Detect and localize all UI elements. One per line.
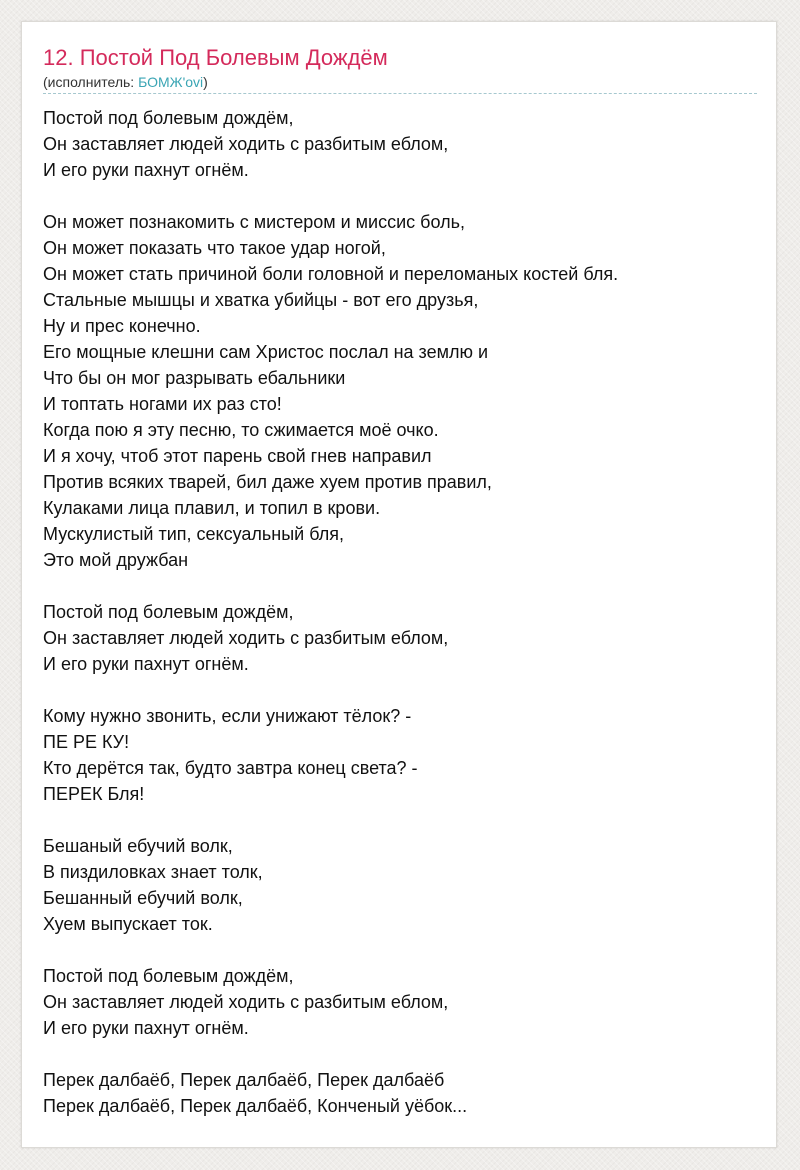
lyric-line: И его руки пахнут огнём. bbox=[43, 654, 249, 674]
lyrics-stanza bbox=[43, 963, 757, 1041]
lyric-line: Бешанный ебучий волк, bbox=[43, 888, 243, 908]
lyric-line: ПЕ РЕ КУ! bbox=[43, 732, 130, 752]
lyric-line: ПЕРЕК Бля! bbox=[43, 784, 145, 804]
lyric-line: Бешаный ебучий волк, bbox=[43, 836, 233, 856]
lyric-line: Это мой дружбан bbox=[43, 550, 189, 570]
lyric-line: И топтать ногами их раз сто! bbox=[43, 394, 282, 414]
performer-suffix: ) bbox=[203, 74, 208, 90]
lyric-line: В пиздиловках знает толк, bbox=[43, 862, 263, 882]
lyric-line: Когда пою я эту песню, то сжимается моё очко. bbox=[43, 420, 439, 440]
lyric-line: И его руки пахнут огнём. bbox=[43, 160, 249, 180]
lyric-line: Постой под болевым дождём, bbox=[43, 602, 294, 622]
lyric-line: Стальные мышцы и хватка убийцы - вот его друзья, bbox=[43, 290, 479, 310]
lyric-line: Постой под болевым дождём, bbox=[43, 966, 294, 986]
lyric-line: И его руки пахнут огнём. bbox=[43, 1018, 249, 1038]
lyrics-stanza bbox=[43, 703, 757, 807]
lyric-line: Против всяких тварей, бил даже хуем против правил, bbox=[43, 472, 492, 492]
lyrics-text bbox=[43, 105, 757, 1119]
lyric-line: Он заставляет людей ходить с разбитым еблом, bbox=[43, 992, 449, 1012]
lyric-line: Постой под болевым дождём, bbox=[43, 108, 294, 128]
lyric-line: Ну и прес конечно. bbox=[43, 316, 201, 336]
performer-prefix: (исполнитель: bbox=[43, 74, 139, 90]
lyric-line: Он может стать причиной боли головной и переломаных костей бля. bbox=[43, 264, 619, 284]
lyric-line: Кулаками лица плавил, и топил в крови. bbox=[43, 498, 381, 518]
lyric-line: Перек далбаёб, Перек далбаёб, Конченый уёбок... bbox=[43, 1096, 468, 1116]
lyric-line: Он может познакомить с мистером и миссис боль, bbox=[43, 212, 465, 232]
lyric-line: Мускулистый тип, сексуальный бля, bbox=[43, 524, 344, 544]
lyrics-stanza bbox=[43, 105, 757, 183]
lyrics-stanza bbox=[43, 1067, 757, 1119]
lyric-line: Перек далбаёб, Перек далбаёб, Перек далбаёб bbox=[43, 1070, 445, 1090]
lyric-line: Кому нужно звонить, если унижают тёлок? - bbox=[43, 706, 412, 726]
lyrics-stanza bbox=[43, 833, 757, 937]
lyrics-stanza bbox=[43, 599, 757, 677]
lyric-line: И я хочу, чтоб этот парень свой гнев направил bbox=[43, 446, 432, 466]
lyrics-stanza bbox=[43, 209, 757, 573]
lyric-line: Хуем выпускает ток. bbox=[43, 914, 213, 934]
lyric-line: Кто дерётся так, будто завтра конец света? - bbox=[43, 758, 418, 778]
lyrics-card bbox=[21, 21, 777, 1148]
lyric-line: Его мощные клешни сам Христос послал на землю и bbox=[43, 342, 489, 362]
performer-line bbox=[43, 73, 208, 91]
title-divider bbox=[43, 93, 757, 94]
performer-link[interactable]: БОМЖ'ovi bbox=[138, 74, 204, 90]
lyric-line: Он заставляет людей ходить с разбитым еблом, bbox=[43, 134, 449, 154]
lyric-line: Что бы он мог разрывать ебальники bbox=[43, 368, 346, 388]
lyric-line: Он может показать что такое удар ногой, bbox=[43, 238, 386, 258]
song-title: 12. Постой Под Болевым Дождём bbox=[43, 45, 388, 70]
lyric-line: Он заставляет людей ходить с разбитым еблом, bbox=[43, 628, 449, 648]
